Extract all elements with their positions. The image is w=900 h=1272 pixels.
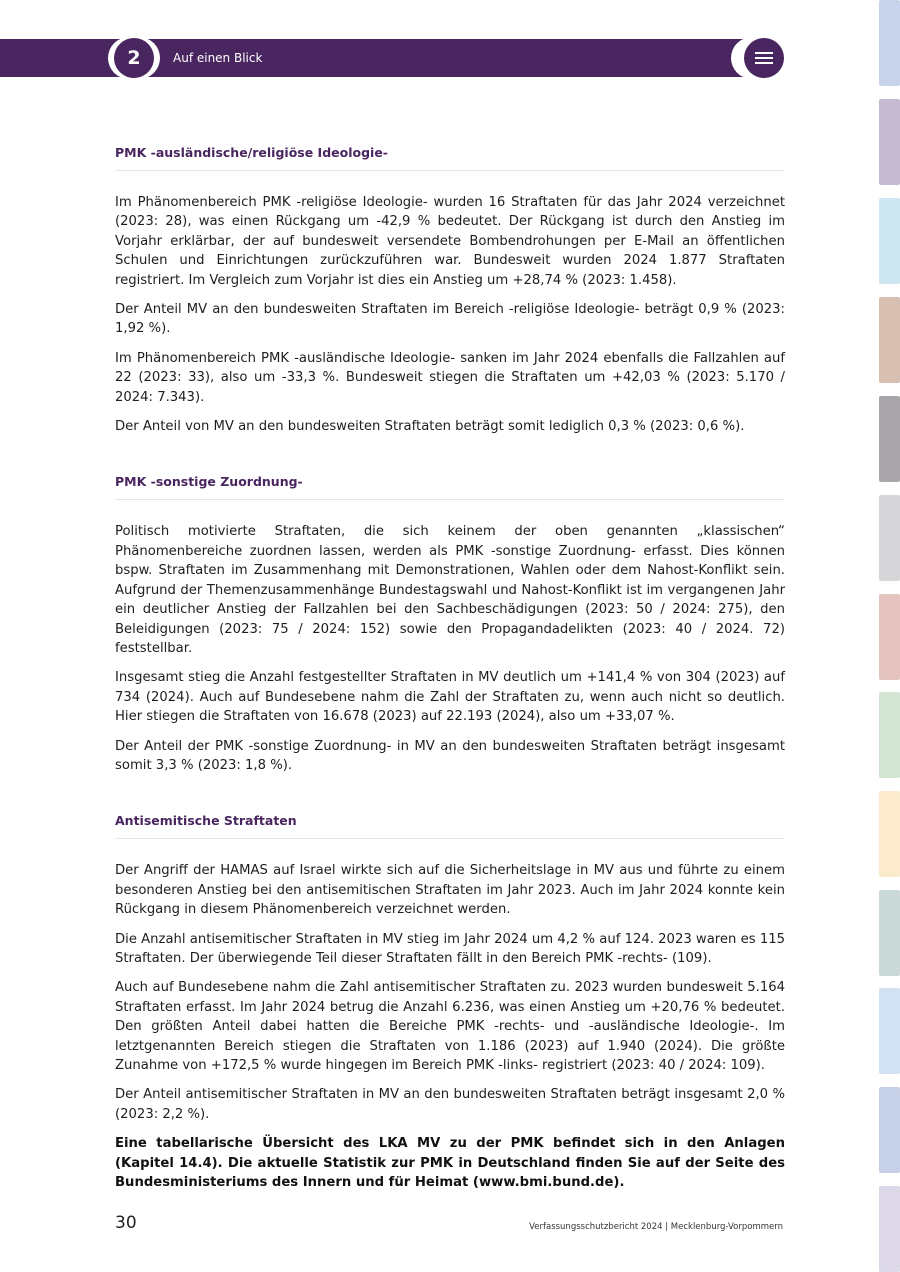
chapter-tab-6[interactable] bbox=[879, 495, 900, 581]
chapter-tab-4[interactable] bbox=[879, 297, 900, 383]
chapter-tab-9[interactable] bbox=[879, 791, 900, 877]
paragraph: Der Angriff der HAMAS auf Israel wirkte sich auf die Sicherheitslage in MV aus und führte zu einem besonderen Anstieg bei den antisemitischen Straftaten im Jahr 2023. Auch im Jahr 2024 konnte kein Rückgang in diesem Phänomenbereich verzeichnet werden. bbox=[115, 863, 785, 918]
chapter-tab-12[interactable] bbox=[879, 1087, 900, 1173]
chapter-tab-8[interactable] bbox=[879, 692, 900, 778]
paragraph: Der Anteil der PMK -sonstige Zuordnung- in MV an den bundesweiten Straftaten beträgt insgesamt somit 3,3 % (2023: 1,8 %). bbox=[115, 738, 785, 773]
header-title: Auf einen Blick bbox=[173, 51, 263, 65]
chapter-tab-11[interactable] bbox=[879, 988, 900, 1074]
section-heading-religious-ideology: PMK -ausländische/religiöse Ideologie- bbox=[115, 145, 785, 171]
main-content bbox=[115, 145, 785, 1202]
paragraph: Im Phänomenbereich PMK -ausländische Ideologie- sanken im Jahr 2024 ebenfalls die Fallzahlen auf 22 (2023: 33), also um -33,3 %. Bundesweit stiegen die Straftaten um +42,03 % (2023: 5.170 / 2024: 7.343). bbox=[115, 350, 785, 405]
chapter-tab-1[interactable] bbox=[879, 0, 900, 86]
section-heading-other-attribution: PMK -sonstige Zuordnung- bbox=[115, 474, 785, 500]
paragraph: Insgesamt stieg die Anzahl festgestellter Straftaten in MV deutlich um +141,4 % von 304 (2023) auf 734 (2024). Auch auf Bundesebene nahm die Zahl der Straftaten zu, wenn auch nicht so deutlich. Hier stiegen die Straftaten von 16.678 (2023) auf 22.193 (2024), also um +33,07 %. bbox=[115, 670, 785, 725]
chapter-tab-3[interactable] bbox=[879, 198, 900, 284]
paragraph: Die Anzahl antisemitischer Straftaten in MV stieg im Jahr 2024 um 4,2 % auf 124. 2023 waren es 115 Straftaten. Der überwiegende Teil dieser Straftaten fällt in den Bereich PMK -rechts- (109). bbox=[115, 931, 785, 966]
menu-line bbox=[755, 62, 773, 64]
chapter-tab-13[interactable] bbox=[879, 1186, 900, 1272]
chapter-tab-5[interactable] bbox=[879, 396, 900, 482]
menu-line bbox=[755, 52, 773, 54]
hamburger-menu-icon[interactable] bbox=[744, 38, 784, 78]
chapter-tab-2[interactable] bbox=[879, 99, 900, 185]
paragraph: Der Anteil von MV an den bundesweiten Straftaten beträgt somit lediglich 0,3 % (2023: 0,6 %). bbox=[115, 419, 745, 435]
paragraph: Der Anteil antisemitischer Straftaten in MV an den bundesweiten Straftaten beträgt insgesamt 2,0 % (2023: 2,2 %). bbox=[115, 1087, 785, 1122]
paragraph: Politisch motivierte Straftaten, die sich keinem der oben genannten „klassischen“ Phänomenbereiche zuordnen lassen, werden als PMK -sonstige Zuordnung- erfasst. Dies können bspw. Straftaten im Zusammenhang mit Demonstrationen, Wahlen oder dem Nahost-Konflikt sein. Aufgrund der Themenzusammenhänge Bundestagswahl und Nahost-Konflikt ist im vergangenen Jahr ein deutlicher Anstieg der Fallzahlen bei den Sachbeschädigungen (2023: 50 / 2024: 275), den Beleidigungen (2023: 75 / 2024: 152) sowie den Propagandadelikten (2023: 40 / 2024. 72) feststellbar. bbox=[115, 524, 785, 656]
section-heading-antisemitic-offences: Antisemitische Straftaten bbox=[115, 813, 785, 839]
paragraph: Der Anteil MV an den bundesweiten Straftaten im Bereich -religiöse Ideologie- beträgt 0,9 % (2023: 1,92 %). bbox=[115, 302, 785, 337]
chapter-tab-7[interactable] bbox=[879, 594, 900, 680]
chapter-number-badge: 2 bbox=[114, 38, 154, 78]
chapter-tab-10[interactable] bbox=[879, 890, 900, 976]
paragraph: Auch auf Bundesebene nahm die Zahl antisemitischer Straftaten zu. 2023 wurden bundesweit 5.164 Straftaten erfasst. Im Jahr 2024 betrug die Anzahl 6.236, was einen Anstieg um +20,76 % bedeutet. Den größten Anteil dabei hatten die Bereiche PMK -rechts- und -ausländische Ideologie-. Im letztgenannten Bereich stiegen die Straftaten von 1.186 (2023) auf 1.940 (2024). Die größte Zunahme von +172,5 % wurde hingegen im Bereich PMK -links- registriert (2023: 40 / 2024: 109). bbox=[115, 980, 785, 1073]
menu-line bbox=[755, 57, 773, 59]
footer-source: Verfassungsschutzbericht 2024 | Mecklenburg-Vorpommern bbox=[529, 1222, 783, 1232]
closing-note: Eine tabellarische Übersicht des LKA MV zu der PMK befindet sich in den Anlagen (Kapitel 14.4). Die aktuelle Statistik zur PMK in Deutschland finden Sie auf der Seite des Bundesministeriums des Innern und für Heimat (www.bmi.bund.de). bbox=[115, 1136, 785, 1191]
page-number: 30 bbox=[115, 1213, 137, 1233]
paragraph: Im Phänomenbereich PMK -religiöse Ideologie- wurden 16 Straftaten für das Jahr 2024 verzeichnet (2023: 28), was einen Rückgang um -42,9 % bedeutet. Der Rückgang ist durch den Anstieg im Vorjahr erklärbar, der auf bundesweit versendete Bombendrohungen per E-Mail an öffentlichen Schulen und Einrichtungen zurückzuführen war. Bundesweit wurden 2024 1.877 Straftaten registriert. Im Vergleich zum Vorjahr ist dies ein Anstieg um +28,74 % (2023: 1.458). bbox=[115, 195, 785, 288]
